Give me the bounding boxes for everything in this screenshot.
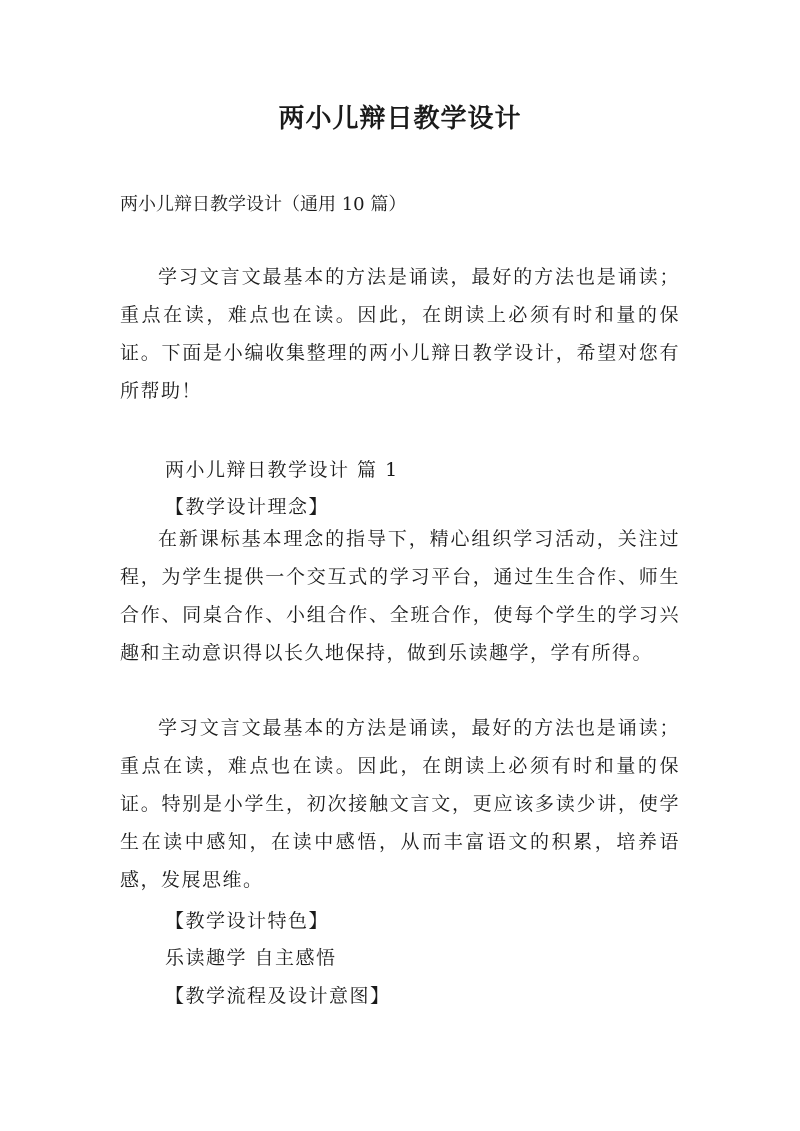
document-subtitle: 两小儿辩日教学设计（通用 10 篇） xyxy=(120,194,407,215)
document-title: 两小儿辩日教学设计 xyxy=(278,104,522,134)
concept-heading: 【教学设计理念】 xyxy=(165,496,330,518)
feature-heading: 【教学设计特色】 xyxy=(165,910,330,932)
feature-text: 乐读趣学 自主感悟 xyxy=(165,947,337,969)
concept-paragraph-1: 在新课标基本理念的指导下，精心组织学习活动，关注过程，为学生提供一个交互式的学习平台，通过生生合作、师生合作、同桌合作、小组合作、全班合作，使每个学生的学习兴趣和主动意识得以长久地保持，做到乐读趣学，学有所得。 xyxy=(120,528,680,664)
intro-paragraph: 学习文言文最基本的方法是诵读，最好的方法也是诵读；重点在读，难点也在读。因此，在朗读上必须有时和量的保证。下面是小编收集整理的两小儿辩日教学设计，希望对您有所帮助！ xyxy=(120,266,680,402)
section-heading: 两小儿辩日教学设计 篇 1 xyxy=(165,459,399,481)
process-heading: 【教学流程及设计意图】 xyxy=(165,985,391,1007)
concept-paragraph-2: 学习文言文最基本的方法是诵读，最好的方法也是诵读；重点在读，难点也在读。因此，在朗读上必须有时和量的保证。特别是小学生，初次接触文言文，更应该多读少讲，使学生在读中感知，在读中感悟，从而丰富语文的积累，培养语感，发展思维。 xyxy=(120,717,680,891)
